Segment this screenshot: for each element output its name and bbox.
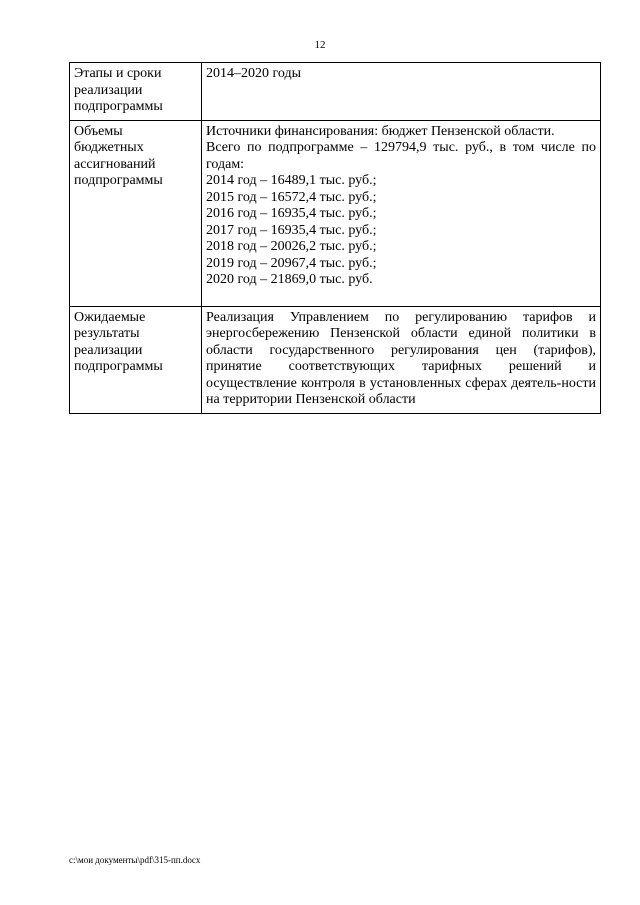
funding-label-line-1: Объемы: [74, 123, 123, 139]
results-label-line-4: подпрограммы: [74, 359, 163, 374]
table-row-funding: [70, 120, 601, 306]
stages-label-line-2: реализации: [74, 82, 143, 98]
results-label-line-1: Ожидаемые: [74, 309, 146, 325]
funding-label-line-4: подпрограммы: [74, 173, 163, 188]
funding-year-2020: 2020 год – 21869,0 тыс. руб.: [206, 272, 373, 287]
funding-label-cell: [70, 120, 202, 306]
funding-year-2019: 2019 год – 20967,4 тыс. руб.;: [206, 255, 377, 271]
page-number: 12: [314, 39, 326, 51]
table-row-results: [70, 306, 601, 413]
funding-year-2016: 2016 год – 16935,4 тыс. руб.;: [206, 206, 377, 221]
results-label-line-2: результаты: [74, 326, 140, 341]
stages-value: 2014–2020 годы: [206, 66, 302, 81]
results-label-line-3: реализации: [74, 342, 143, 358]
funding-year-2018: 2018 год – 20026,2 тыс. руб.;: [206, 239, 377, 254]
stages-label-line-1: Этапы и сроки: [74, 66, 162, 81]
funding-label-line-2: бюджетных: [74, 140, 144, 155]
funding-year-2017: 2017 год – 16935,4 тыс. руб.;: [206, 222, 377, 238]
results-value-cell: [202, 306, 601, 413]
stages-value-cell: [202, 63, 601, 121]
subprogram-passport-table: [69, 62, 601, 414]
funding-year-2015: 2015 год – 16572,4 тыс. руб.;: [206, 189, 377, 205]
funding-label-line-3: ассигнований: [74, 156, 156, 172]
footer-file-path: c:\мои документы\pdf\315-пп.docx: [69, 855, 201, 865]
funding-value-cell: [202, 120, 601, 306]
funding-source: Источники финансирования: бюджет Пензенской области.: [206, 123, 555, 139]
table-row-stages: [70, 63, 601, 121]
funding-total: Всего по подпрограмме – 129794,9 тыс. руб., в том числе по годам:: [206, 140, 596, 172]
stages-label-cell: [70, 63, 202, 121]
funding-year-2014: 2014 год – 16489,1 тыс. руб.;: [206, 173, 377, 188]
results-label-cell: [70, 306, 202, 413]
results-text: Реализация Управлением по регулированию тарифов и энергосбережению Пензенской области единой политики в области государственного регулирования цен (тарифов), принятие соответствующих тарифных решений и осуществление контроля в установленных сферах деятель-ности на территории Пензенской области: [206, 309, 596, 407]
stages-label-line-3: подпрограммы: [74, 99, 163, 114]
